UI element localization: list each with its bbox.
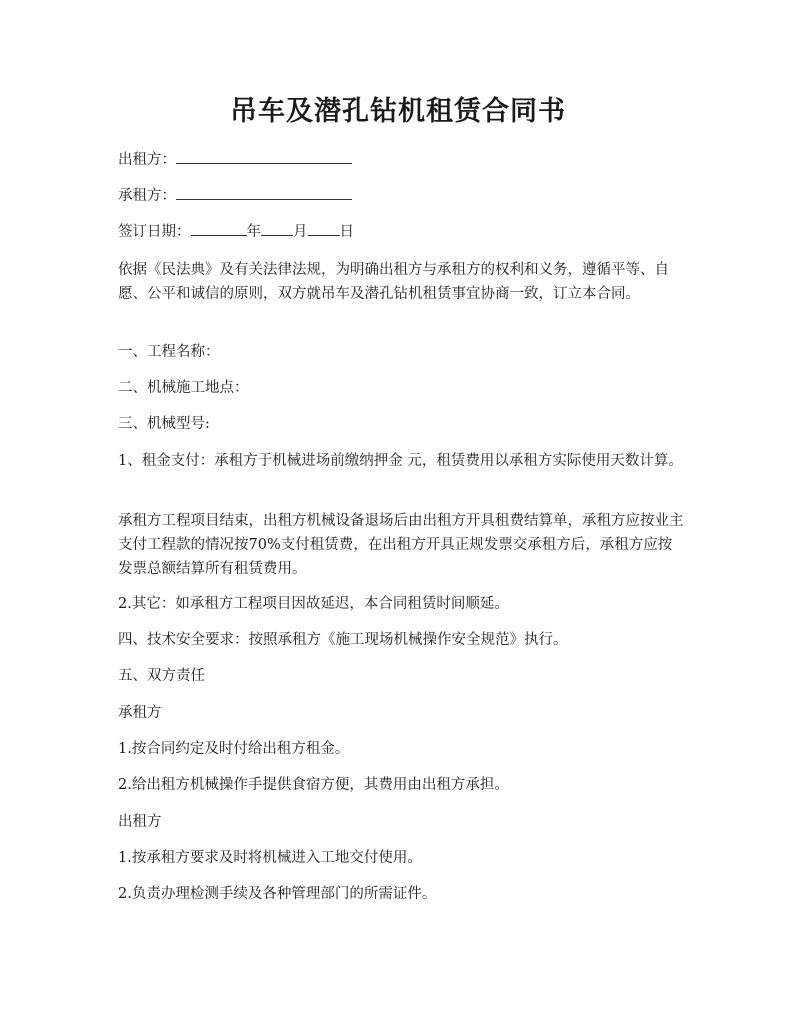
sign-date-line [118,220,684,244]
intro-paragraph: 依据《民法典》及有关法律法规，为明确出租方与承租方的权利和义务，遵循平等、自愿、公平和诚信的原则，双方就吊车及潜孔钻机租赁事宜协商一致，订立本合同。 [118,262,669,302]
lessor-blank [176,149,352,164]
safety-requirements-item: 四、技术安全要求：按照承租方《施工现场机械操作安全规范》执行。 [118,632,568,648]
lessor-label: 出租方： [118,152,176,168]
page-title: 吊车及潜孔钻机租赁合同书 [230,96,566,127]
lessor-duty-1: 1.按承租方要求及时将机械进入工地交付使用。 [118,850,422,866]
machine-model-item: 三、机械型号: [118,416,210,432]
settlement-clause: 承租方工程项目结束，出租方机械设备退场后由出租方开具租费结算单，承租方应按业主支付工程款的情况按70%支付租赁费，在出租方开具正规发票交承租方后，承租方应按发票总额结算所有租赁费用。 [118,513,684,577]
lessee-heading: 承租方 [118,705,162,721]
day-label: 日 [339,224,354,240]
other-clause: 2.其它：如承租方工程项目因故延迟，本合同租赁时间顺延。 [118,596,509,612]
lessee-blank [176,185,352,200]
sign-date-label: 签订日期： [118,224,191,240]
project-name-item: 一、工程名称： [118,344,220,360]
responsibilities-heading: 五、双方责任 [118,668,205,684]
lessee-duty-2: 2.给出租方机械操作手提供食宿方便，其费用由出租方承担。 [118,777,509,793]
lessor-heading: 出租方 [118,814,162,830]
month-label: 月 [293,224,308,240]
lessor-duty-2: 2.负责办理检测手续及各种管理部门的所需证件。 [118,886,437,902]
lessee-label: 承租方： [118,188,176,204]
day-blank [308,221,340,236]
year-label: 年 [246,224,261,240]
lessee-line [118,184,684,208]
lessee-duty-1: 1.按合同约定及时付给出租方租金。 [118,741,350,757]
year-blank [191,221,247,236]
month-blank [261,221,293,236]
site-location-item: 二、机械施工地点： [118,380,249,396]
lessor-line [118,148,684,172]
rent-payment-clause: 1、租金支付：承租方于机械进场前缴纳押金 元，租赁费用以承租方实际使用天数计算。 [118,453,683,469]
